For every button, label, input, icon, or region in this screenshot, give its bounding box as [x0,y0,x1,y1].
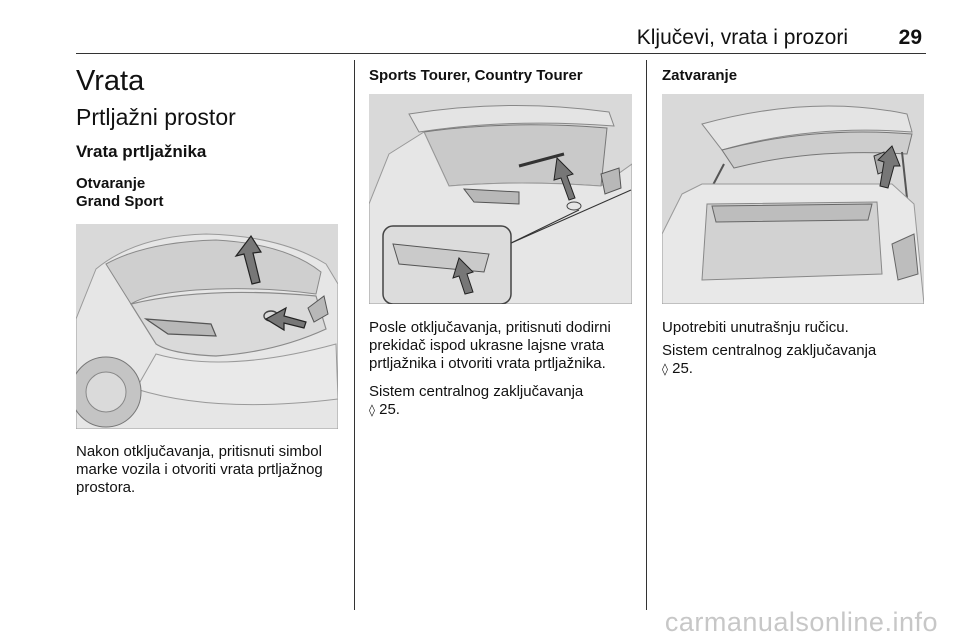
heading-vrata: Vrata [76,65,145,97]
reference-page[interactable]: 25. [379,401,400,418]
page-reference-icon-2: ◊ [662,362,668,376]
header-rule [76,53,926,54]
paragraph-sports-tourer: Posle otključavanja, pritisnuti dodirni prekidač ispod ukrasne lajsne vrata prtljažnika i otvoriti vrata prtljažnika. [369,319,611,372]
column-right [662,60,930,378]
grand-sport-tailgate-illustration [76,224,338,429]
reference-text-2: Sistem centralnog zaključavanja [662,342,877,359]
subheading-otvaranje: Otvaranje [76,175,146,192]
column-divider-1 [354,60,355,610]
column-middle [369,60,637,419]
heading-prtljazni-prostor: Prtljažni prostor [76,104,236,130]
running-header-title: Ključevi, vrata i prozori [636,26,848,49]
heading-zatvaranje: Zatvaranje [662,67,738,84]
page-reference-icon: ◊ [369,403,375,417]
column-divider-2 [646,60,647,610]
column-left [76,60,344,497]
reference-central-locking-2 [662,342,930,378]
heading-sports-tourer: Sports Tourer, Country Tourer [369,67,583,84]
reference-page-2[interactable]: 25. [672,360,693,377]
reference-central-locking [369,383,637,419]
paragraph-grand-sport: Nakon otključavanja, pritisnuti simbol marke vozila i otvoriti vrata prtljažnog prostora. [76,443,323,496]
paragraph-zatvaranje: Upotrebiti unutrašnju ručicu. [662,319,849,336]
subheading-grand-sport: Grand Sport [76,193,164,210]
reference-text: Sistem centralnog zaključavanja [369,383,584,400]
sports-tourer-tailgate-illustration [369,94,632,304]
tailgate-closing-illustration [662,94,924,304]
footer-watermark: carmanualsonline.info [664,607,938,637]
page-number: 29 [898,26,922,49]
heading-vrata-prtljaznika: Vrata prtljažnika [76,142,207,161]
